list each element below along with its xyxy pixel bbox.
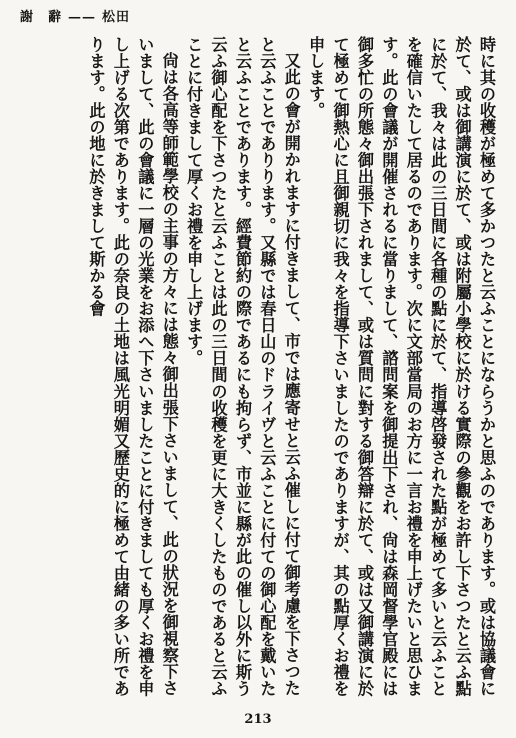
paragraph-1: 時に其の收穫が極めて多かつたと云ふことにならうかと思ふのであります。或は協議會に於て、或は御講演に於て、或は附屬小學校に於ける實際の參觀をお許し下さつたと云ふ點に於て、我々は此の三日間に各種の點に於て、指導啓發された點が極めて多いと云ふことを確信いたして居るのであります。次に文部當局のお方に一言お禮を申上げたいと思ひます。此の會議が開催されるに當りまして、諮問案を御提出下され、尙は森岡督學官殿には御多忙の所態々御出張下されまして、或は質問に對する御答辯に於て、或は又御講演に於て極めて御熱心に且御親切に我々を指導下さいましたのでありますが、其の點厚くお禮を申します。 (306, 36, 496, 697)
header-author: 松田 (102, 10, 131, 25)
header-dash: —— (68, 10, 97, 25)
page-number: 213 (244, 712, 272, 727)
running-header (0, 6, 516, 30)
paragraph-2: 又此の會が開かれますに付きまして、市では應寄せと云ふ催しに付て御考慮を下さつたと云ふことでありります。又縣では春日山のドライヴと云ふことに付ての御心配を戴いたと云ふことであります。經費節約の際であるにも拘らず、市並に縣が此の催し以外に斯う云ふ御心配を下さつたと云ふことは此の三日間の收穫を更に大きくしたものであると云ふことに付きまして厚くお禮を申し上げます。 (184, 36, 301, 697)
header-title (20, 6, 136, 25)
vertical-body-text (24, 36, 498, 710)
paragraph-3: 尙は各高等師範學校の主事の方々には態々御出張下さいまして、此の狀況を御視察下さいまして、此の會議に一層の光業をお添へ下さいましたことに付きましても厚くお禮を申し上げる次第であります。此の奈良の土地は風光明媚又歷史的に極めて由緒の多い所であります。此の地に於きまして斯かる會 (86, 36, 179, 697)
header-section: 謝 辭 (20, 10, 63, 25)
